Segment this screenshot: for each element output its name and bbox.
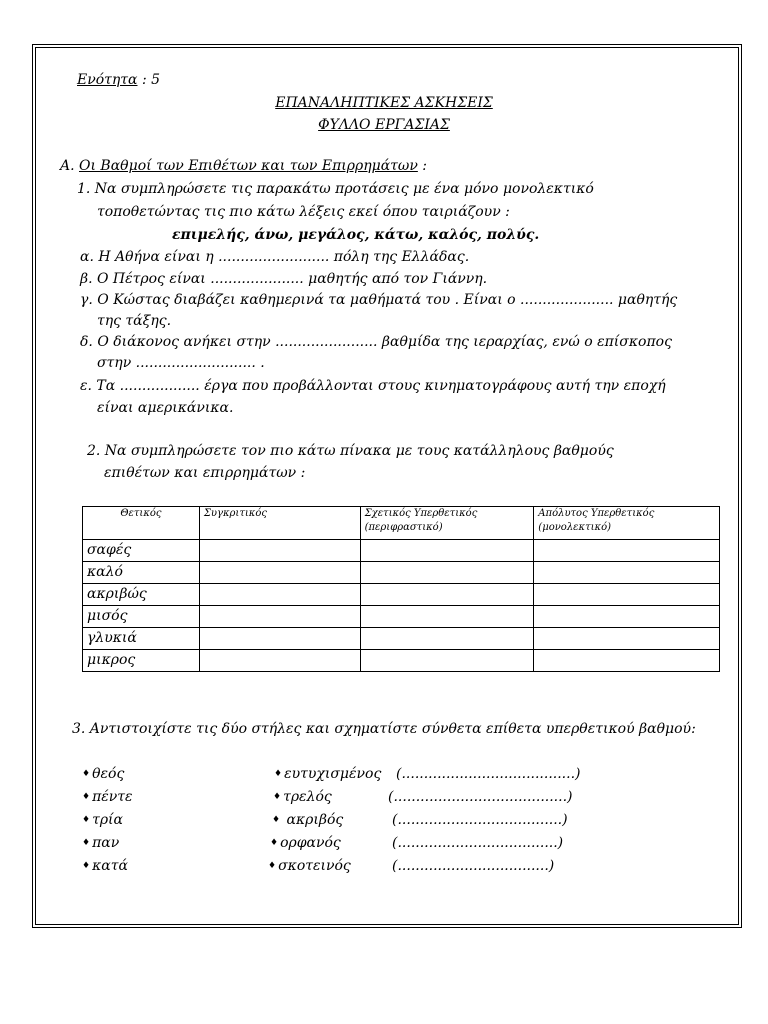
match-left-item [82,858,128,874]
table-row [83,606,720,628]
match-right-word: τρελός [283,789,332,805]
sentence-c: γ. Ο Κώστας διαβάζει καθημερινά τα μαθήματά του . Είναι ο ..................... μαθητής [80,292,678,308]
exercise2-instruction-line2: επιθέτων και επιρρημάτων : [104,465,306,481]
table-row [83,628,720,650]
match-right-word: ευτυχισμένος [284,766,382,782]
answer-cell[interactable] [360,628,534,650]
bullet-diamond-icon: ♦ [270,838,279,848]
answer-cell[interactable] [534,606,720,628]
table-row [83,540,720,562]
bullet-diamond-icon: ♦ [82,769,91,779]
positive-cell: γλυκιά [83,628,200,650]
answer-cell[interactable] [534,584,720,606]
section-a-title: Οι Βαθμοί των Επιθέτων και των Επιρρημάτων [79,158,418,174]
unit-number: : 5 [137,72,161,88]
sentence-b: β. Ο Πέτρος είναι ..................... μαθητής από τον Γιάννη. [80,271,488,287]
section-a-heading [60,158,427,174]
bullet-diamond-icon: ♦ [274,769,283,779]
sentence-e-continued: είναι αμερικάνικα. [97,400,234,416]
section-a-suffix: : [417,158,428,174]
match-right-word: σκοτεινός [278,858,351,874]
table-row [83,650,720,672]
answer-cell[interactable] [199,628,360,650]
bullet-diamond-icon: ♦ [82,838,91,848]
bullet-diamond-icon: ♦ [82,861,91,871]
answer-cell[interactable] [360,562,534,584]
exercise1-word-bank: επιμελής, άνω, μεγάλος, κάτω, καλός, πολύς. [172,227,540,243]
exercise3-instruction: 3. Αντιστοιχίστε τις δύο στήλες και σχηματίστε σύνθετα επίθετα υπερθετικού βαθμού: [72,721,696,737]
sentence-e: ε. Τα .................. έργα που προβάλλονται στους κινηματογράφους αυτή την εποχή [80,378,666,394]
answer-cell[interactable] [199,650,360,672]
section-a-prefix: Α. [60,158,80,174]
match-left-item [82,835,119,851]
answer-cell[interactable] [360,584,534,606]
worksheet-title: ΕΠΑΝΑΛΗΠΤΙΚΕΣ ΑΣΚΗΣΕΙΣ [275,95,493,111]
positive-cell: καλό [83,562,200,584]
match-left-item [82,789,133,805]
match-left-item [82,766,124,782]
match-answer-blank[interactable]: (.......................................) [388,789,573,805]
match-right-item [273,789,332,805]
match-left-word: παν [92,835,120,851]
column-header: Σχετικός Υπερθετικός (περιφραστικό) [360,507,534,540]
column-header: Συγκριτικός [199,507,360,540]
match-right-word: ορφανός [280,835,341,851]
worksheet-subtitle: ΦΥΛΛΟ ΕΡΓΑΣΙΑΣ [318,117,450,133]
match-answer-blank[interactable]: (.....................................) [392,812,568,828]
answer-cell[interactable] [199,562,360,584]
sentence-d: δ. Ο διάκονος ανήκει στην ....................... βαθμίδα της ιεραρχίας, ενώ ο επίσκοπος [80,334,672,350]
match-answer-blank[interactable]: (.......................................) [396,766,581,782]
table-row [83,562,720,584]
bullet-diamond-icon: ♦ [268,861,277,871]
sentence-a: α. Η Αθήνα είναι η ......................... πόλη της Ελλάδας. [80,249,470,265]
degrees-table [82,506,720,672]
match-right-word: ακριβός [282,812,344,828]
answer-cell[interactable] [534,540,720,562]
page-border-inner [35,47,739,925]
answer-cell[interactable] [360,650,534,672]
bullet-diamond-icon: ♦ [82,792,91,802]
match-answer-blank[interactable]: (....................................) [392,835,564,851]
positive-cell: ακριβώς [83,584,200,606]
positive-cell: σαφές [83,540,200,562]
exercise1-instruction-line1: 1. Να συμπληρώσετε τις παρακάτω προτάσεις με ένα μόνο μονολεκτικό [77,181,594,197]
positive-cell: μικρος [83,650,200,672]
table-row [83,584,720,606]
answer-cell[interactable] [360,606,534,628]
match-left-word: τρία [92,812,123,828]
match-left-item [82,812,123,828]
exercise2-instruction-line1: 2. Να συμπληρώσετε τον πιο κάτω πίνακα με τους κατάλληλους βαθμούς [87,443,614,459]
match-left-word: κατά [92,858,128,874]
positive-cell: μισός [83,606,200,628]
match-right-item [272,812,343,828]
column-header: Απόλυτος Υπερθετικός (μονολεκτικό) [534,507,720,540]
match-answer-blank[interactable]: (..................................) [392,858,555,874]
exercise1-instruction-line2: τοποθετώντας τις πιο κάτω λέξεις εκεί όπου ταιριάζουν : [97,204,510,220]
answer-cell[interactable] [534,562,720,584]
bullet-diamond-icon: ♦ [82,815,91,825]
answer-cell[interactable] [199,584,360,606]
match-left-word: πέντε [92,789,133,805]
match-left-word: θεός [92,766,125,782]
sentence-c-continued: της τάξης. [97,313,172,329]
unit-heading [77,72,160,88]
answer-cell[interactable] [199,606,360,628]
answer-cell[interactable] [360,540,534,562]
sentence-d-continued: στην ........................... . [97,355,265,371]
match-right-item [268,858,351,874]
bullet-diamond-icon: ♦ [273,792,282,802]
match-right-item [274,766,381,782]
answer-cell[interactable] [534,628,720,650]
answer-cell[interactable] [534,650,720,672]
column-header: Θετικός [83,507,200,540]
table-header-row [83,507,720,540]
match-right-item [270,835,341,851]
unit-label: Ενότητα [77,72,138,88]
bullet-diamond-icon: ♦ [272,815,281,825]
answer-cell[interactable] [199,540,360,562]
